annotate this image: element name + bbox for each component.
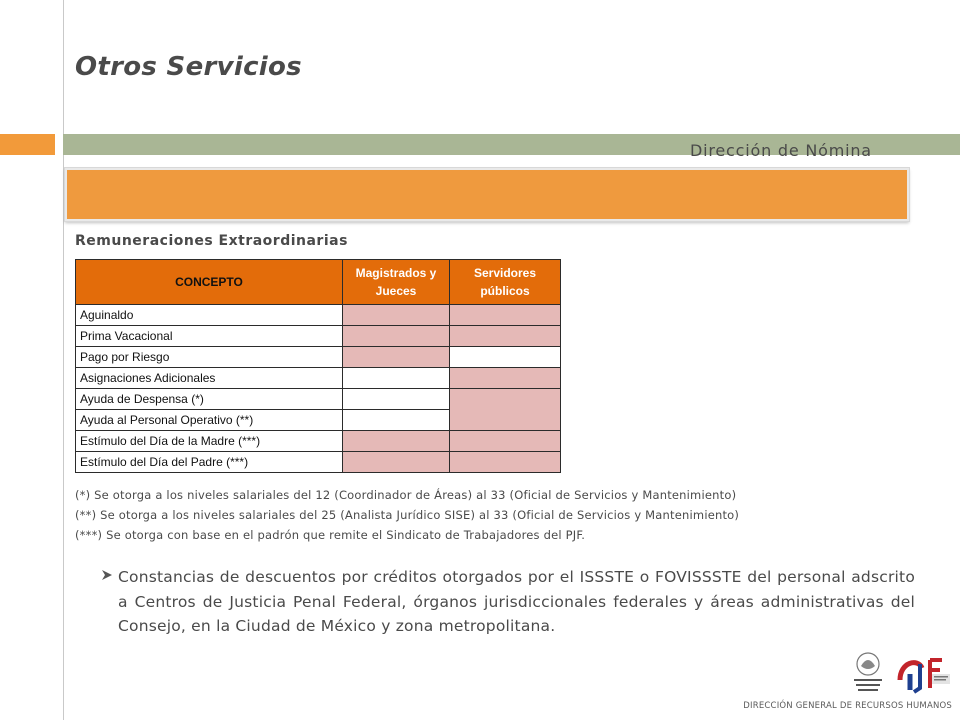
row-label: Ayuda de Despensa (*) [76,389,343,410]
bullet-paragraph [100,565,915,639]
page-subtitle: Dirección de Nómina [690,141,872,160]
remuneraciones-table [75,259,561,473]
arrow-bullet-icon [100,565,114,590]
column-header-servidores: Servidores públicos [450,260,561,305]
cell-magistrados [343,389,450,410]
cjf-logo [896,654,952,694]
row-label: Estímulo del Día de la Madre (***) [76,431,343,452]
vertical-rule [63,0,64,720]
cell-magistrados [343,347,450,368]
row-label: Prima Vacacional [76,326,343,347]
column-header-magistrados: Magistrados y Jueces [343,260,450,305]
footnote: (***) Se otorga con base en el padrón que remite el Sindicato de Trabajadores del PJF. [75,528,586,542]
table-row [76,326,561,347]
pjf-seal-logo [848,650,888,694]
cell-servidores [450,431,561,452]
footer-text: DIRECCIÓN GENERAL DE RECURSOS HUMANOS [743,701,952,711]
accent-square [0,134,55,155]
bullet-text: Constancias de descuentos por créditos otorgados por el ISSSTE o FOVISSSTE del personal adscrito a Centros de Justicia Penal Federal, órganos jurisdiccionales federales y áreas administrativas del Consejo, en la Ciudad de México y zona metropolitana. [118,568,915,635]
row-label: Aguinaldo [76,305,343,326]
footnote: (**) Se otorga a los niveles salariales del 25 (Analista Jurídico SISE) al 33 (Oficial de Servicios y Mantenimiento) [75,508,740,522]
footnotes [75,485,875,545]
table-row [76,347,561,368]
table-row [76,389,561,410]
table-row [76,305,561,326]
cell-magistrados [343,305,450,326]
cell-magistrados [343,368,450,389]
cell-magistrados [343,431,450,452]
row-label: Estímulo del Día del Padre (***) [76,452,343,473]
cell-servidores [450,326,561,347]
column-header-concepto: CONCEPTO [76,260,343,305]
footnote: (*) Se otorga a los niveles salariales del 12 (Coordinador de Áreas) al 33 (Oficial de Servicios y Mantenimiento) [75,488,737,502]
cell-servidores-merged [450,389,561,431]
cell-servidores [450,368,561,389]
table-row [76,452,561,473]
cell-magistrados [343,410,450,431]
table-row [76,431,561,452]
cell-servidores [450,305,561,326]
institution-logos [848,650,953,696]
section-title: Remuneraciones Extraordinarias [75,233,348,249]
row-label: Pago por Riesgo [76,347,343,368]
row-label: Ayuda al Personal Operativo (**) [76,410,343,431]
cell-magistrados [343,452,450,473]
cell-magistrados [343,326,450,347]
orange-banner [65,168,909,221]
cell-servidores [450,452,561,473]
table-header-row [76,260,561,305]
table-row [76,368,561,389]
page-title: Otros Servicios [75,52,302,82]
cell-servidores [450,347,561,368]
row-label: Asignaciones Adicionales [76,368,343,389]
